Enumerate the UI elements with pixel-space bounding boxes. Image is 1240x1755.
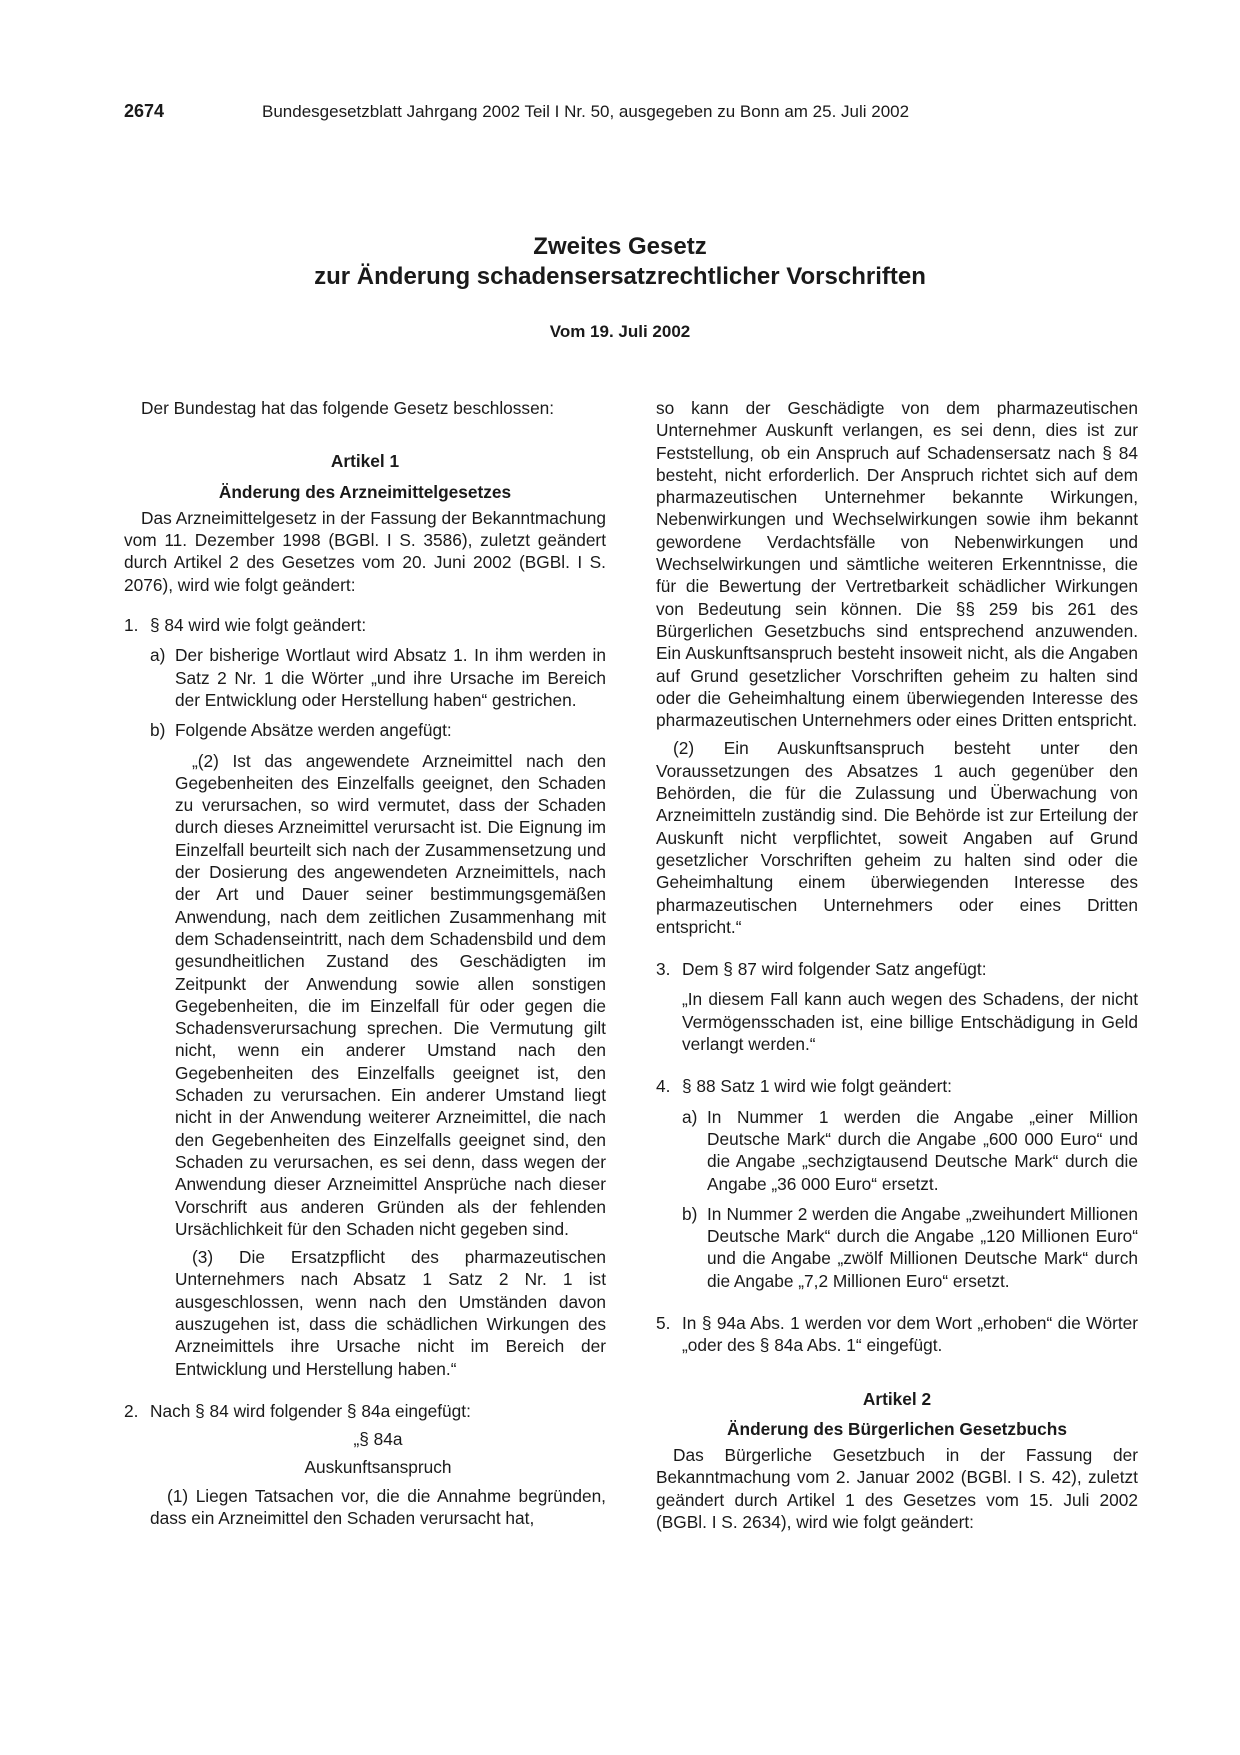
item-number: 4.: [656, 1076, 671, 1097]
article1-intro: Das Arzneimittelgesetz in der Fassung der Bekanntmachung vom 11. Dezember 1998 (BGBl. I S. 3586), zuletzt geändert durch Artikel 2 des Gesetzes vom 20. Juni 2002 (BGBl. I S. 2076), wird wie folgt geändert:: [124, 507, 606, 595]
sub-item-4b: [682, 1203, 1138, 1292]
list-item-3: [656, 958, 1138, 1055]
law-title: [0, 232, 1240, 292]
paragraph-2: „(2) Ist das angewendete Arzneimittel nach den Gegebenheiten des Einzelfalls geeignet, den Schaden zu verursachen, so wird vermutet, dass der Schaden durch dieses Arzneimittel verursacht ist. Die Eignung im Einzelfall beurteilt sich nach der Zusammensetzung und der Dosierung des angewendeten Arzneimittels, nach der Art und Dauer seiner bestimmungsgemäßen Anwendung, nach dem zeitlichen Zusammenhang mit dem Schadenseintritt, nach dem Schadensbild und dem gesundheitlichen Zustand des Geschädigten im Zeitpunkt der Anwendung sowie allen sonstigen Gegebenheiten, die im Einzelfall für oder gegen die Schadensverursachung sprechen. Die Vermutung gilt nicht, wenn ein anderer Umstand nach den Gegebenheiten des Einzelfalls geeignet ist, den Schaden zu verursachen. Ein anderer Umstand liegt nicht in der Anwendung weiterer Arzneimittel, die nach den Gegebenheiten des Einzelfalls geeignet sind, den Schaden zu verursachen, es sei denn, dass wegen der Anwendung dieser Arzneimittel Ansprüche nach dieser Vorschrift aus anderen Gründen als der fehlenden Ursächlichkeit für den Schaden nicht gegeben sind.: [175, 750, 606, 1239]
list-item-5: [656, 1312, 1138, 1357]
article1-heading: Artikel 1: [330, 451, 400, 472]
law-title-line2: zur Änderung schadensersatzrechtlicher Vorschriften: [314, 263, 926, 290]
sub-item-text: In Nummer 1 werden die Angabe „einer Million Deutsche Mark“ durch die Angabe „600 000 Euro“ und die Angabe „sechzigtausend Deutsche Mark“ durch die Angabe „36 000 Euro“ ersetzt.: [707, 1106, 1138, 1194]
item-number: 3.: [656, 959, 671, 980]
quoted-sentence: „In diesem Fall kann auch wegen des Schadens, der nicht Vermögensschaden ist, eine billige Entschädigung in Geld verlangt werden.“: [682, 989, 1138, 1055]
law-date: Vom 19. Juli 2002: [549, 322, 691, 341]
running-header: [124, 101, 1124, 122]
item-number: 5.: [656, 1312, 671, 1333]
item-text: Dem § 87 wird folgender Satz angefügt:: [682, 959, 987, 980]
item-number: 2.: [124, 1400, 139, 1421]
section-number: „§ 84a: [353, 1429, 403, 1450]
list-item-1: [124, 614, 606, 1380]
sub-item-text: Folgende Absätze werden angefügt:: [175, 720, 452, 741]
article2-intro: Das Bürgerliche Gesetzbuch in der Fassung der Bekanntmachung vom 2. Januar 2002 (BGBl. I S. 42), zuletzt geändert durch Artikel 1 des Gesetzes vom 15. Juli 2002 (BGBl. I S. 2634), wird wie folgt geändert:: [656, 1445, 1138, 1533]
sub-item-text: Der bisherige Wortlaut wird Absatz 1. In ihm werden in Satz 2 Nr. 1 die Wörter „und ihre Ursache im Bereich der Entwicklung oder Herstellung haben“ gestrichen.: [175, 645, 606, 710]
page-number: 2674: [124, 101, 165, 121]
list-item-4: [656, 1075, 1138, 1292]
preamble: Der Bundestag hat das folgende Gesetz beschlossen:: [141, 398, 555, 418]
item-text: In § 94a Abs. 1 werden vor dem Wort „erhoben“ die Wörter „oder des § 84a Abs. 1“ eingefügt.: [682, 1312, 1138, 1356]
section-title: Auskunftsanspruch: [304, 1457, 452, 1478]
sub-item-letter: b): [682, 1203, 698, 1224]
article1-title: Änderung des Arzneimittelgesetzes: [218, 481, 512, 502]
section-paragraph-2: (2) Ein Auskunftsanspruch besteht unter den Voraussetzungen des Absatzes 1 auch gegenüber den Behörden, die für die Zulassung und Überwachung von Arzneimitteln zuständig sind. Die Behörde ist zur Erteilung der Auskunft nicht verpflichtet, soweit Angaben auf Grund gesetzlicher Vorschriften geheim zu halten sind oder die Geheimhaltung einem überwiegenden Interesse des pharmazeutischen Unternehmers oder eines Dritten entspricht.“: [656, 738, 1138, 937]
article2-heading: Artikel 2: [862, 1388, 932, 1409]
sub-item-letter: b): [150, 720, 166, 741]
right-column: [656, 397, 1138, 1533]
paragraph-3: (3) Die Ersatzpflicht des pharmazeutischen Unternehmers nach Absatz 1 Satz 2 Nr. 1 ist ausgeschlossen, wenn nach den Umständen davon auszugehen ist, dass die schädlichen Wirkungen des Arzneimittels ihre Ursache nicht im Bereich der Entwicklung und Herstellung haben.“: [175, 1247, 606, 1379]
item-text: § 88 Satz 1 wird wie folgt geändert:: [682, 1076, 952, 1097]
item-text: § 84 wird wie folgt geändert:: [150, 615, 367, 636]
list-item-2: [124, 1400, 606, 1529]
sub-item-letter: a): [150, 645, 166, 666]
sub-item-text: In Nummer 2 werden die Angabe „zweihundert Millionen Deutsche Mark“ durch die Angabe „120 Millionen Euro“ und die Angabe „zwölf Millionen Deutsche Mark“ durch die Angabe „7,2 Millionen Euro“ ersetzt.: [707, 1203, 1138, 1291]
running-title: Bundesgesetzblatt Jahrgang 2002 Teil I Nr. 50, ausgegeben zu Bonn am 25. Juli 2002: [262, 102, 910, 121]
item-text: Nach § 84 wird folgender § 84a eingefügt:: [150, 1400, 471, 1421]
section-paragraph-1: (1) Liegen Tatsachen vor, die die Annahme begründen, dass ein Arzneimittel den Schaden verursacht hat,: [150, 1485, 606, 1529]
sub-item-4a: [682, 1106, 1138, 1195]
article2-title: Änderung des Bürgerlichen Gesetzbuchs: [727, 1418, 1067, 1439]
sub-item-1b: [150, 719, 606, 1380]
paragraph-continuation: so kann der Geschädigte von dem pharmazeutischen Unternehmer Auskunft verlangen, es sei denn, dies ist zur Feststellung, ob ein Anspruch auf Schadensersatz nach § 84 besteht, nicht erforderlich. Der Anspruch richtet sich auf dem pharmazeutischen Unternehmer bekannte Wirkungen, Nebenwirkungen und Wechselwirkungen sowie ihm bekannt gewordene Verdachtsfälle von Nebenwirkungen und Wechselwirkungen und sämtliche weiteren Erkenntnisse, die für die Bewertung der Vertretbarkeit schädlicher Wirkungen von Bedeutung sein können. Die §§ 259 bis 261 des Bürgerlichen Gesetzbuchs sind entsprechend anzuwenden. Ein Auskunftsanspruch besteht insoweit nicht, als die Angaben auf Grund gesetzlicher Vorschriften geheim zu halten sind oder die Geheimhaltung einem überwiegenden Interesse des pharmazeutischen Unternehmers oder eines Dritten entspricht.: [656, 398, 1138, 731]
sub-item-1a: [150, 644, 606, 711]
item-number: 1.: [124, 615, 139, 636]
law-title-line1: Zweites Gesetz: [533, 233, 707, 260]
sub-item-letter: a): [682, 1106, 698, 1127]
left-column: [124, 397, 606, 1529]
